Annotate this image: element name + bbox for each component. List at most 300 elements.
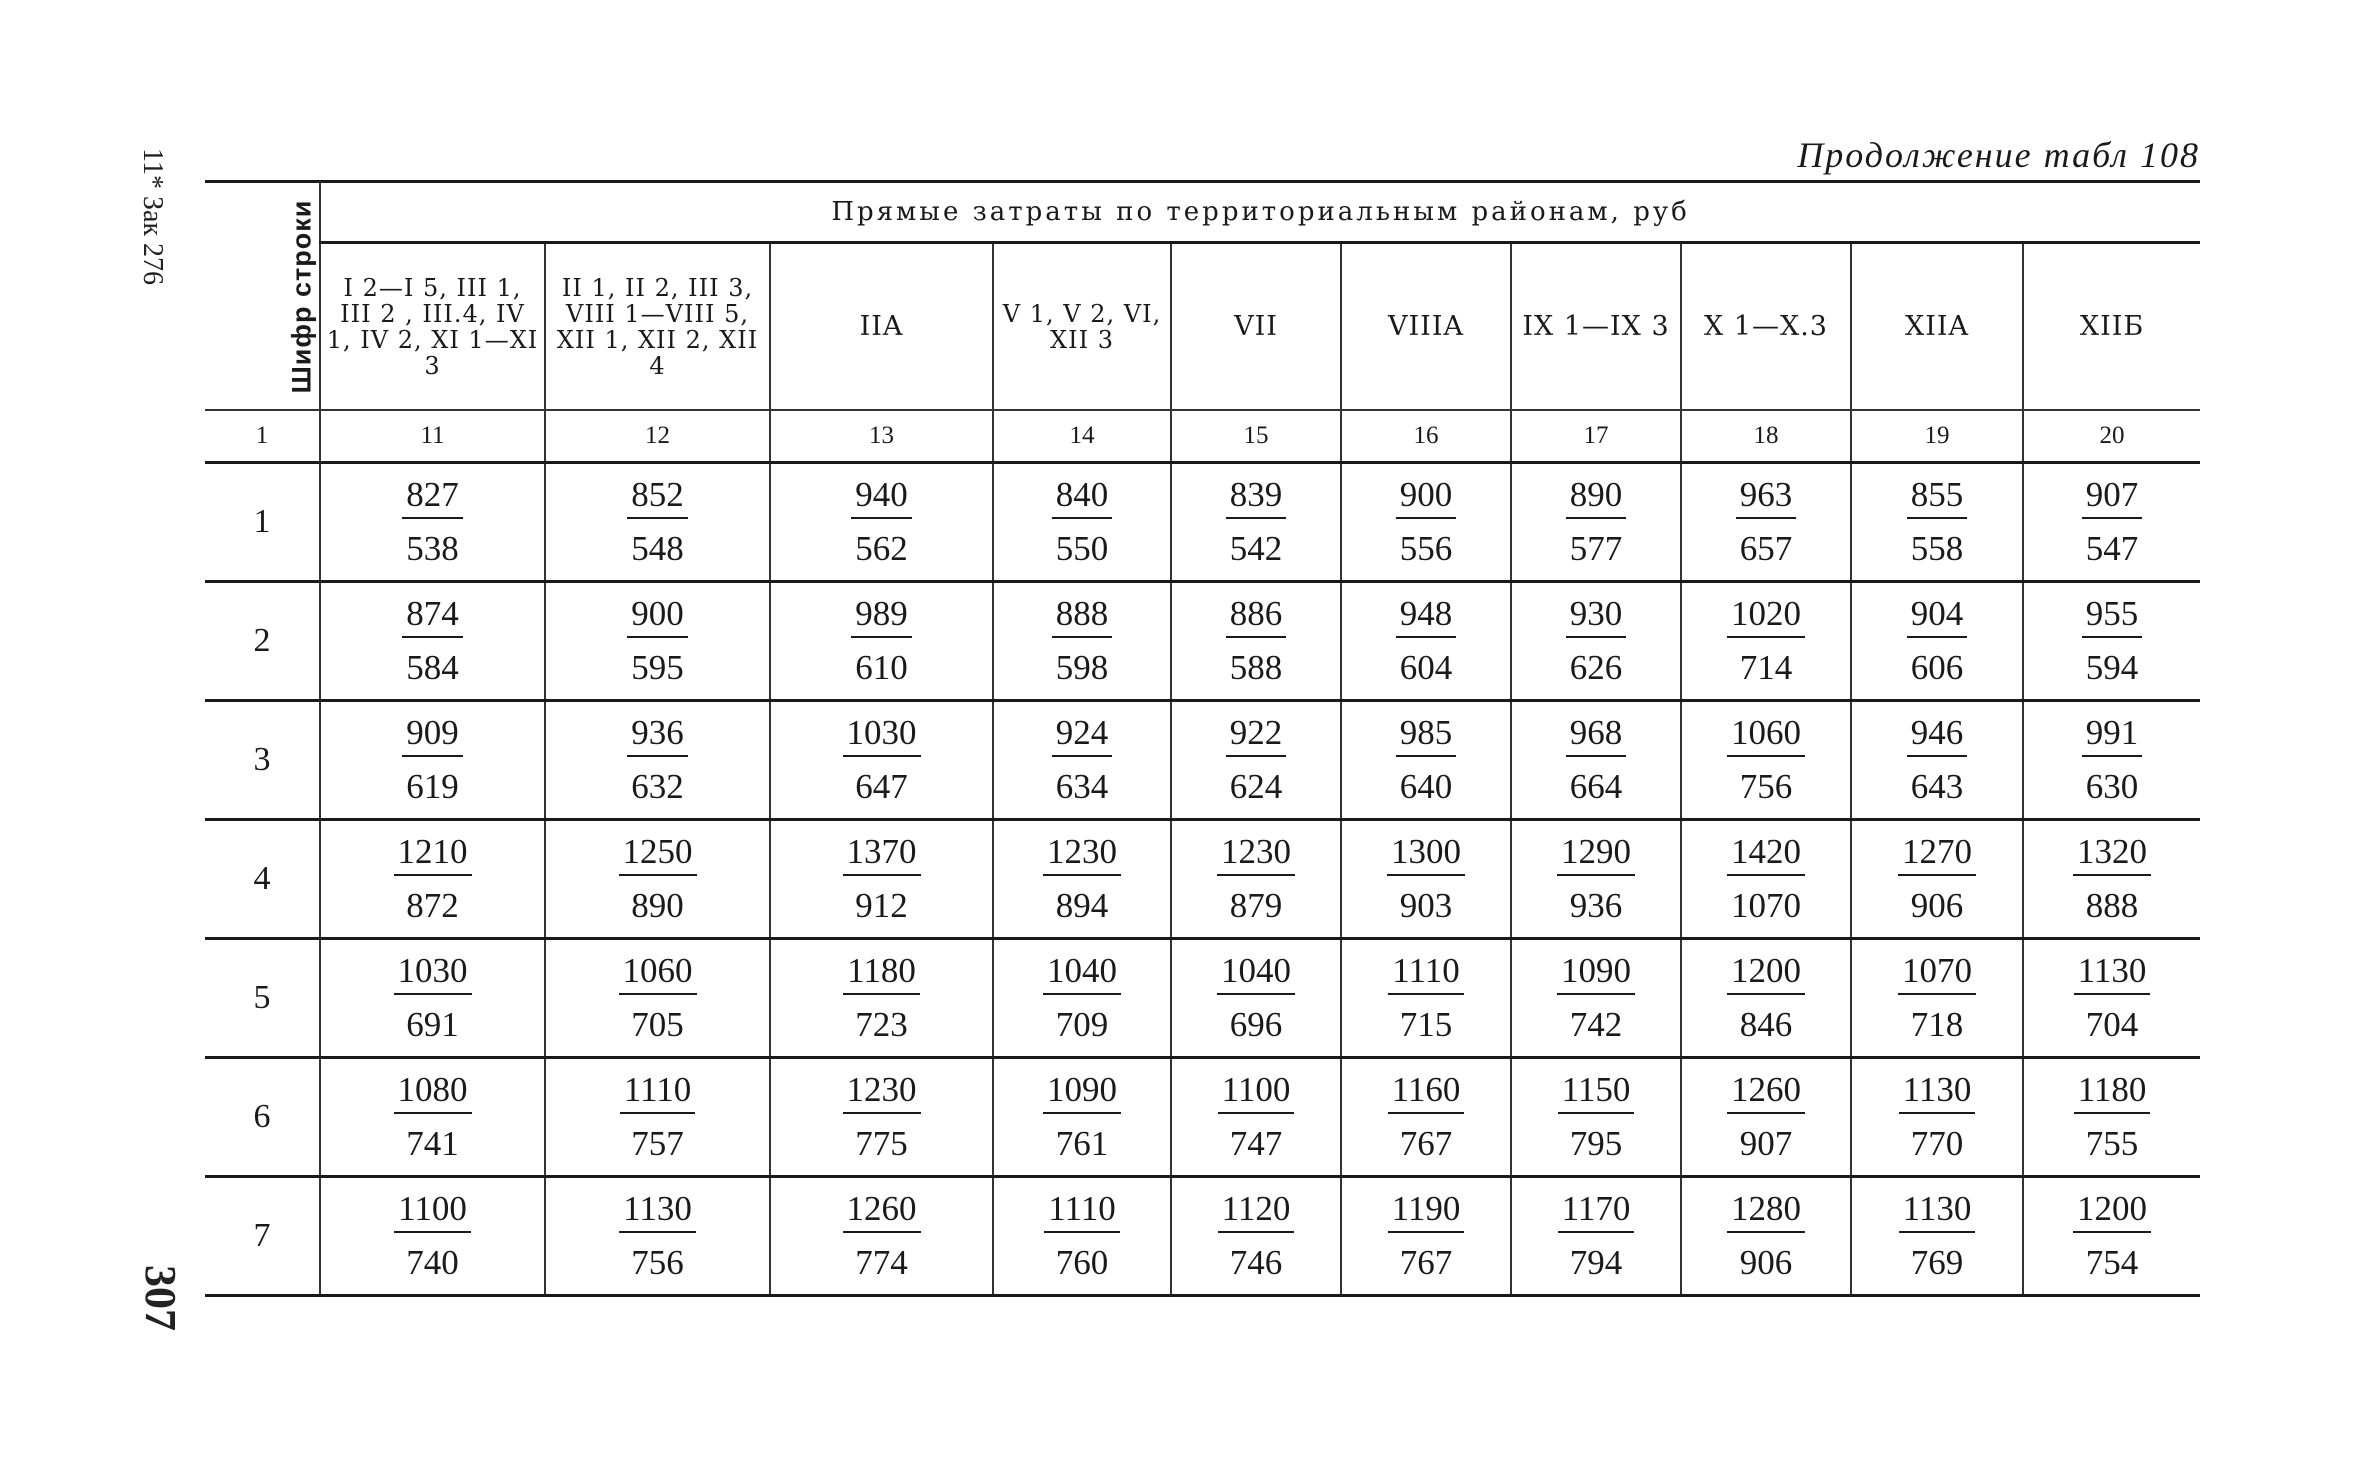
cost-cell [2023, 1177, 2200, 1296]
cost-fraction [619, 832, 697, 926]
column-header: II 1, II 2, III 3, VIII 1—VIII 5, XII 1, XII 2, XII 4 [545, 243, 770, 411]
cost-denominator: 594 [2085, 648, 2139, 687]
table-row [205, 1177, 2200, 1296]
cost-fraction [1052, 594, 1113, 688]
cost-cell [770, 582, 993, 701]
cost-fraction [1217, 951, 1295, 1045]
cost-numerator: 852 [627, 475, 688, 519]
cost-fraction [1899, 1189, 1976, 1283]
cost-cell [1851, 820, 2023, 939]
cost-cell [1511, 701, 1681, 820]
cost-cell [1341, 1177, 1511, 1296]
cost-cell [1341, 1058, 1511, 1177]
cost-cell [320, 1058, 545, 1177]
cost-numerator: 948 [1396, 594, 1457, 638]
cost-fraction [619, 951, 697, 1045]
row-code: 6 [205, 1058, 320, 1177]
cost-cell [1681, 1058, 1851, 1177]
cost-denominator: 774 [855, 1243, 908, 1282]
cost-fraction [1396, 475, 1457, 569]
cost-numerator: 855 [1907, 475, 1968, 519]
column-number: 13 [770, 410, 993, 463]
cost-denominator: 696 [1229, 1005, 1283, 1044]
cost-numerator: 1200 [2073, 1189, 2151, 1233]
row-code-header-label: Шифр строки [286, 199, 317, 393]
cost-cell [993, 1058, 1171, 1177]
cost-fraction [1052, 713, 1113, 807]
column-header: XIIA [1851, 243, 2023, 411]
cost-numerator: 1420 [1727, 832, 1805, 876]
cost-numerator: 1260 [843, 1189, 921, 1233]
cost-fraction [394, 951, 472, 1045]
cost-numerator: 909 [402, 713, 463, 757]
cost-fraction [843, 713, 921, 807]
cost-denominator: 879 [1229, 886, 1283, 925]
column-header: IIA [770, 243, 993, 411]
cost-fraction [1396, 713, 1457, 807]
cost-cell [1681, 463, 1851, 582]
row-code: 1 [205, 463, 320, 582]
cost-fraction [2082, 594, 2143, 688]
cost-denominator: 577 [1569, 529, 1623, 568]
column-number: 15 [1171, 410, 1341, 463]
order-label: 11* Зак 276 [137, 148, 168, 286]
cost-denominator: 550 [1055, 529, 1109, 568]
cost-cell [1681, 582, 1851, 701]
column-header: V 1, V 2, VI, XII 3 [993, 243, 1171, 411]
cost-fraction [394, 1189, 471, 1283]
cost-numerator: 1290 [1557, 832, 1635, 876]
cost-cell [545, 1058, 770, 1177]
cost-cell [770, 463, 993, 582]
cost-numerator: 1210 [394, 832, 472, 876]
cost-cell [1681, 701, 1851, 820]
cost-numerator: 1280 [1727, 1189, 1805, 1233]
cost-fraction [1043, 832, 1121, 926]
cost-denominator: 846 [1739, 1005, 1793, 1044]
page-number: 307 [136, 1265, 185, 1331]
cost-fraction [1052, 475, 1113, 569]
cost-numerator: 1060 [619, 951, 697, 995]
cost-cell [1511, 463, 1681, 582]
cost-numerator: 1070 [1898, 951, 1976, 995]
cost-numerator: 1170 [1558, 1189, 1635, 1233]
cost-fraction [620, 1070, 695, 1164]
cost-cell [993, 701, 1171, 820]
cost-cell [320, 701, 545, 820]
column-header: X 1—X.3 [1681, 243, 1851, 411]
cost-cell [1171, 1058, 1341, 1177]
cost-fraction [1727, 951, 1805, 1045]
cost-denominator: 588 [1229, 648, 1283, 687]
cost-cell [993, 820, 1171, 939]
cost-cell [1851, 463, 2023, 582]
cost-numerator: 900 [1396, 475, 1457, 519]
cost-numerator: 989 [851, 594, 912, 638]
cost-cell [545, 463, 770, 582]
cost-cell [993, 939, 1171, 1058]
cost-denominator: 795 [1569, 1124, 1623, 1163]
cost-cell [545, 820, 770, 939]
cost-numerator: 936 [627, 713, 688, 757]
cost-denominator: 610 [855, 648, 908, 687]
cost-denominator: 547 [2085, 529, 2139, 568]
cost-fraction [1396, 594, 1457, 688]
cost-numerator: 1120 [1218, 1189, 1295, 1233]
cost-cell [1681, 1177, 1851, 1296]
cost-cell [1851, 1058, 2023, 1177]
cost-numerator: 1090 [1557, 951, 1635, 995]
cost-fraction [1043, 951, 1121, 1045]
cost-cell [993, 1177, 1171, 1296]
cost-numerator: 1230 [1043, 832, 1121, 876]
cost-denominator: 640 [1399, 767, 1453, 806]
cost-denominator: 742 [1569, 1005, 1623, 1044]
cost-fraction [2073, 1189, 2151, 1283]
cost-denominator: 903 [1399, 886, 1453, 925]
cost-numerator: 1320 [2073, 832, 2151, 876]
cost-fraction [1043, 1070, 1121, 1164]
cost-cell [545, 939, 770, 1058]
column-number: 20 [2023, 410, 2200, 463]
cost-cell [1851, 582, 2023, 701]
cost-denominator: 595 [631, 648, 684, 687]
cost-denominator: 794 [1569, 1243, 1623, 1282]
cost-numerator: 1190 [1388, 1189, 1465, 1233]
cost-cell [1171, 463, 1341, 582]
cost-numerator: 1110 [1388, 951, 1463, 995]
cost-denominator: 740 [406, 1243, 459, 1282]
cost-fraction [1907, 594, 1968, 688]
cost-cell [545, 1177, 770, 1296]
table-row [205, 582, 2200, 701]
cost-denominator: 760 [1055, 1243, 1109, 1282]
cost-cell [1171, 701, 1341, 820]
cost-numerator: 930 [1566, 594, 1627, 638]
cost-fraction [1226, 475, 1287, 569]
cost-fraction [1557, 832, 1635, 926]
cost-cell [1511, 1058, 1681, 1177]
cost-fraction [1899, 1070, 1976, 1164]
cost-table [205, 180, 2200, 1297]
cost-denominator: 598 [1055, 648, 1109, 687]
cost-numerator: 1100 [394, 1189, 471, 1233]
cost-numerator: 840 [1052, 475, 1113, 519]
cost-numerator: 946 [1907, 713, 1968, 757]
cost-denominator: 872 [406, 886, 459, 925]
cost-fraction [1226, 713, 1287, 807]
cost-cell [1851, 701, 2023, 820]
cost-fraction [843, 1070, 921, 1164]
cost-fraction [2074, 951, 2151, 1045]
cost-denominator: 630 [2085, 767, 2139, 806]
cost-cell [1681, 820, 1851, 939]
cost-denominator: 756 [1739, 767, 1793, 806]
cost-denominator: 769 [1910, 1243, 1964, 1282]
cost-cell [1171, 582, 1341, 701]
cost-cell [545, 701, 770, 820]
cost-fraction [843, 951, 920, 1045]
cost-fraction [1736, 475, 1797, 569]
cost-numerator: 904 [1907, 594, 1968, 638]
cost-denominator: 542 [1229, 529, 1283, 568]
cost-cell [1171, 939, 1341, 1058]
cost-fraction [1727, 713, 1805, 807]
column-header: I 2—I 5, III 1, III 2 , III.4, IV 1, IV 2, XI 1—XI 3 [320, 243, 545, 411]
cost-denominator: 604 [1399, 648, 1453, 687]
cost-cell [2023, 1058, 2200, 1177]
column-number: 16 [1341, 410, 1511, 463]
cost-cell [1341, 582, 1511, 701]
cost-denominator: 754 [2085, 1243, 2139, 1282]
column-number: 19 [1851, 410, 2023, 463]
cost-fraction [2073, 832, 2151, 926]
cost-denominator: 558 [1910, 529, 1964, 568]
cost-fraction [2082, 475, 2143, 569]
cost-fraction [402, 713, 463, 807]
cost-cell [545, 582, 770, 701]
cost-numerator: 1060 [1727, 713, 1805, 757]
cost-denominator: 647 [855, 767, 908, 806]
cost-denominator: 619 [406, 767, 459, 806]
cost-fraction [2074, 1070, 2151, 1164]
cost-cell [1511, 820, 1681, 939]
table-row [205, 463, 2200, 582]
cost-cell [993, 463, 1171, 582]
cost-fraction [1727, 1189, 1805, 1283]
cost-cell [770, 820, 993, 939]
column-header: IX 1—IX 3 [1511, 243, 1681, 411]
cost-numerator: 1080 [394, 1070, 472, 1114]
table-caption: Продолжение табл 108 [1797, 135, 2200, 175]
cost-denominator: 894 [1055, 886, 1109, 925]
cost-cell [770, 701, 993, 820]
table-row [205, 701, 2200, 820]
cost-fraction [1898, 951, 1976, 1045]
cost-numerator: 955 [2082, 594, 2143, 638]
cost-numerator: 874 [402, 594, 463, 638]
cost-denominator: 691 [406, 1005, 459, 1044]
cost-numerator: 922 [1226, 713, 1287, 757]
cost-fraction [1217, 832, 1295, 926]
cost-fraction [1388, 951, 1463, 1045]
column-number: 18 [1681, 410, 1851, 463]
cost-fraction [1387, 832, 1465, 926]
cost-fraction [1218, 1189, 1295, 1283]
cost-numerator: 1020 [1727, 594, 1805, 638]
cost-fraction [2082, 713, 2143, 807]
cost-numerator: 1230 [843, 1070, 921, 1114]
row-code: 5 [205, 939, 320, 1058]
table-row [205, 939, 2200, 1058]
cost-numerator: 1180 [2074, 1070, 2151, 1114]
cost-fraction [1898, 832, 1976, 926]
cost-fraction [851, 475, 912, 569]
table-row [205, 1058, 2200, 1177]
column-number: 17 [1511, 410, 1681, 463]
cost-cell [770, 1177, 993, 1296]
cost-denominator: 718 [1910, 1005, 1964, 1044]
cost-numerator: 968 [1566, 713, 1627, 757]
cost-cell [320, 1177, 545, 1296]
cost-numerator: 1090 [1043, 1070, 1121, 1114]
cost-denominator: 548 [631, 529, 684, 568]
cost-denominator: 723 [855, 1005, 908, 1044]
cost-fraction [1566, 594, 1627, 688]
cost-denominator: 626 [1569, 648, 1623, 687]
cost-denominator: 714 [1739, 648, 1793, 687]
cost-denominator: 709 [1055, 1005, 1109, 1044]
cost-fraction [843, 1189, 921, 1283]
cost-denominator: 556 [1399, 529, 1453, 568]
cost-numerator: 1370 [843, 832, 921, 876]
cost-denominator: 888 [2085, 886, 2139, 925]
cost-numerator: 1200 [1727, 951, 1805, 995]
cost-numerator: 900 [627, 594, 688, 638]
cost-cell [1851, 939, 2023, 1058]
cost-cell [2023, 463, 2200, 582]
cost-cell [2023, 582, 2200, 701]
cost-numerator: 886 [1226, 594, 1287, 638]
cost-denominator: 538 [406, 529, 459, 568]
cost-numerator: 1040 [1217, 951, 1295, 995]
cost-fraction [402, 594, 463, 688]
cost-numerator: 1110 [1044, 1189, 1119, 1233]
cost-fraction [843, 832, 921, 926]
cost-fraction [1388, 1189, 1465, 1283]
cost-cell [320, 939, 545, 1058]
cost-denominator: 755 [2085, 1124, 2139, 1163]
cost-fraction [394, 832, 472, 926]
cost-numerator: 888 [1052, 594, 1113, 638]
column-number: 11 [320, 410, 545, 463]
cost-denominator: 906 [1739, 1243, 1793, 1282]
cost-fraction [1558, 1070, 1635, 1164]
cost-denominator: 767 [1399, 1243, 1453, 1282]
cost-denominator: 715 [1399, 1005, 1453, 1044]
cost-fraction [1727, 1070, 1805, 1164]
cost-numerator: 1030 [394, 951, 472, 995]
column-number: 14 [993, 410, 1171, 463]
cost-fraction [402, 475, 463, 569]
cost-numerator: 1130 [2074, 951, 2151, 995]
cost-denominator: 624 [1229, 767, 1283, 806]
cost-denominator: 767 [1399, 1124, 1453, 1163]
cost-fraction [1566, 475, 1627, 569]
row-code: 3 [205, 701, 320, 820]
row-code: 7 [205, 1177, 320, 1296]
cost-denominator: 757 [631, 1124, 684, 1163]
cost-numerator: 827 [402, 475, 463, 519]
cost-fraction [1218, 1070, 1295, 1164]
cost-numerator: 924 [1052, 713, 1113, 757]
cost-cell [320, 463, 545, 582]
cost-fraction [1558, 1189, 1635, 1283]
cost-cell [1681, 939, 1851, 1058]
cost-numerator: 1260 [1727, 1070, 1805, 1114]
cost-denominator: 664 [1569, 767, 1623, 806]
cost-cell [1851, 1177, 2023, 1296]
cost-numerator: 1270 [1898, 832, 1976, 876]
cost-numerator: 1150 [1558, 1070, 1635, 1114]
row-code-header [205, 182, 320, 411]
cost-fraction [619, 1189, 696, 1283]
cost-denominator: 704 [2085, 1005, 2139, 1044]
column-number: 12 [545, 410, 770, 463]
cost-fraction [627, 475, 688, 569]
cost-fraction [1388, 1070, 1465, 1164]
cost-denominator: 741 [406, 1124, 459, 1163]
cost-cell [993, 582, 1171, 701]
cost-numerator: 1030 [843, 713, 921, 757]
cost-cell [1341, 701, 1511, 820]
cost-denominator: 562 [855, 529, 908, 568]
cost-denominator: 657 [1739, 529, 1793, 568]
cost-fraction [1226, 594, 1287, 688]
cost-denominator: 912 [855, 886, 908, 925]
cost-denominator: 890 [631, 886, 684, 925]
cost-denominator: 643 [1910, 767, 1964, 806]
cost-fraction [1727, 594, 1805, 688]
cost-numerator: 890 [1566, 475, 1627, 519]
column-header: XIIБ [2023, 243, 2200, 411]
cost-fraction [1907, 475, 1968, 569]
cost-denominator: 756 [631, 1243, 684, 1282]
cost-denominator: 632 [631, 767, 684, 806]
row-code: 2 [205, 582, 320, 701]
cost-numerator: 985 [1396, 713, 1457, 757]
cost-denominator: 747 [1229, 1124, 1283, 1163]
cost-cell [770, 939, 993, 1058]
cost-cell [1511, 582, 1681, 701]
cost-cell [2023, 939, 2200, 1058]
cost-denominator: 907 [1739, 1124, 1793, 1163]
cost-denominator: 1070 [1731, 886, 1801, 925]
cost-denominator: 584 [406, 648, 459, 687]
cost-numerator: 907 [2082, 475, 2143, 519]
cost-numerator: 1040 [1043, 951, 1121, 995]
cost-denominator: 770 [1910, 1124, 1964, 1163]
cost-denominator: 761 [1055, 1124, 1109, 1163]
cost-fraction [1566, 713, 1627, 807]
cost-numerator: 1130 [1899, 1070, 1976, 1114]
cost-cell [2023, 820, 2200, 939]
cost-numerator: 991 [2082, 713, 2143, 757]
cost-cell [320, 582, 545, 701]
cost-cell [770, 1058, 993, 1177]
cost-fraction [1907, 713, 1968, 807]
cost-cell [1171, 1177, 1341, 1296]
cost-cell [1511, 939, 1681, 1058]
cost-cell [1341, 463, 1511, 582]
cost-denominator: 746 [1229, 1243, 1283, 1282]
cost-cell [1171, 820, 1341, 939]
group-header: Прямые затраты по территориальным районам, руб [320, 182, 2200, 243]
cost-numerator: 839 [1226, 475, 1287, 519]
cost-fraction [851, 594, 912, 688]
cost-numerator: 1250 [619, 832, 697, 876]
cost-denominator: 906 [1910, 886, 1964, 925]
cost-numerator: 1110 [620, 1070, 695, 1114]
cost-fraction [1557, 951, 1635, 1045]
cost-denominator: 634 [1055, 767, 1109, 806]
cost-numerator: 1100 [1218, 1070, 1295, 1114]
cost-cell [1341, 939, 1511, 1058]
cost-cell [1341, 820, 1511, 939]
column-number: 1 [205, 410, 320, 463]
cost-numerator: 1230 [1217, 832, 1295, 876]
cost-cell [2023, 701, 2200, 820]
